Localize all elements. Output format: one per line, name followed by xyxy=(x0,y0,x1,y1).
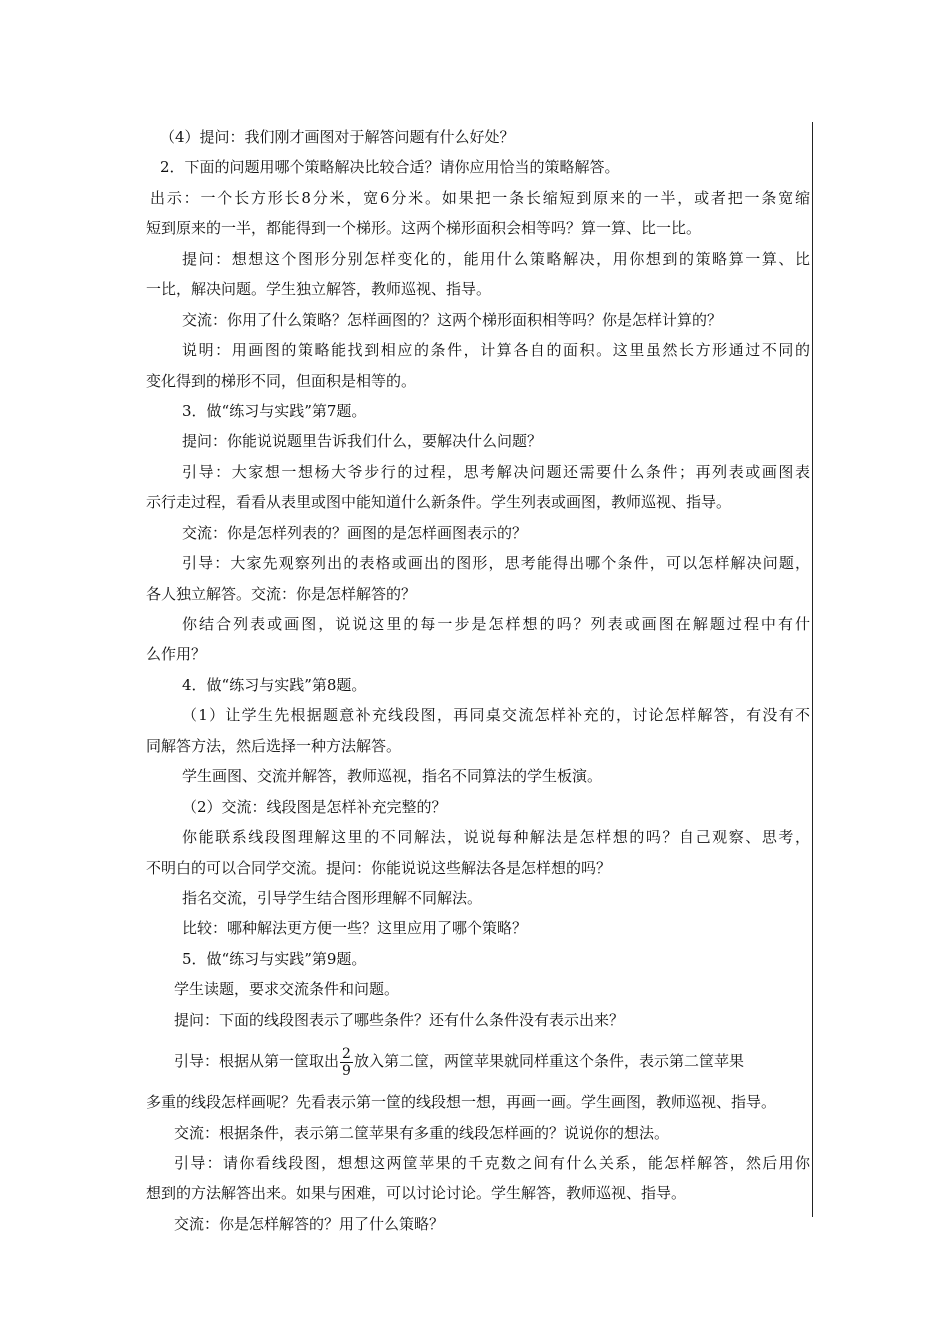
text-line: 比较：哪种解法更方便一些？这里应用了哪个策略？ xyxy=(182,919,528,938)
margin-rule xyxy=(812,122,813,1217)
text-line: 短到原来的一半，都能得到一个梯形。这两个梯形面积会相等吗？算一算、比一比。 xyxy=(146,219,702,238)
text-line: 你结合列表或画图，说说这里的每一步是怎样想的吗？列表或画图在解题过程中有什 xyxy=(182,615,810,633)
text-line: （4）提问：我们刚才画图对于解答问题有什么好处？ xyxy=(160,128,515,146)
fraction-denominator: 9 xyxy=(342,1062,351,1079)
fraction-text-line xyxy=(146,1035,810,1087)
text-line: 多重的线段怎样画呢？先看表示第一筐的线段想一想，再画一画。学生画图，教师巡视、指导。 xyxy=(146,1093,777,1112)
text-line: 各人独立解答。交流：你是怎样解答的？ xyxy=(146,584,417,603)
text-line: 变化得到的梯形不同，但面积是相等的。 xyxy=(146,371,417,390)
text-line: 出示：一个长方形长8分米，宽6分米。如果把一条长缩短到原来的一半，或者把一条宽缩 xyxy=(150,188,810,207)
text-line: 5．做“练习与实践”第9题。 xyxy=(182,949,367,968)
fraction xyxy=(340,1046,353,1079)
lesson-text xyxy=(146,122,810,1239)
text-line: 交流：你用了什么策略？怎样画图的？这两个梯形面积相等吗？你是怎样计算的？ xyxy=(182,310,723,329)
text-line: （1）让学生先根据题意补充线段图，再同桌交流怎样补充的，讨论怎样解答，有没有不 xyxy=(182,706,810,725)
text-line: 2．下面的问题用哪个策略解决比较合适？请你应用恰当的策略解答。 xyxy=(160,158,620,177)
text-line: 说明：用画图的策略能找到相应的条件，计算各自的面积。这里虽然长方形通过不同的 xyxy=(182,341,810,360)
text-line: 学生读题，要求交流条件和问题。 xyxy=(174,980,400,999)
fraction-numerator: 2 xyxy=(342,1045,351,1062)
text-line: 交流：你是怎样列表的？画图的是怎样画图表示的？ xyxy=(182,523,528,542)
text-line: 引导：大家想一想杨大爷步行的过程，思考解决问题还需要什么条件；再列表或画图表 xyxy=(182,462,810,481)
text-line: 不明白的可以合同学交流。提问：你能说说这些解法各是怎样想的吗？ xyxy=(146,858,612,877)
text-line: 提问：你能说说题里告诉我们什么，要解决什么问题？ xyxy=(182,432,543,451)
text-line: 提问：想想这个图形分别怎样变化的，能用什么策略解决，用你想到的策略算一算、比 xyxy=(182,249,810,268)
text-line: 引导：请你看线段图，想想这两筐苹果的千克数之间有什么关系，能怎样解答，然后用你 xyxy=(174,1154,810,1172)
text-line: 想到的方法解答出来。如果与困难，可以讨论讨论。学生解答，教师巡视、指导。 xyxy=(146,1184,687,1203)
text-line: 学生画图、交流并解答，教师巡视，指名不同算法的学生板演。 xyxy=(182,767,603,786)
text-line: 提问：下面的线段图表示了哪些条件？还有什么条件没有表示出来？ xyxy=(174,1010,625,1029)
fraction-line-after: 放入第二筐，两筐苹果就同样重这个条件，表示第二筐苹果 xyxy=(353,1052,744,1071)
text-line: 一比，解决问题。学生独立解答，教师巡视、指导。 xyxy=(146,280,492,299)
text-line: 引导：大家先观察列出的表格或画出的图形，思考能得出哪个条件，可以怎样解决问题， xyxy=(182,554,810,573)
text-line: 同解答方法，然后选择一种方法解答。 xyxy=(146,736,402,755)
text-line: 4．做“练习与实践”第8题。 xyxy=(182,675,367,694)
text-line: 你能联系线段图理解这里的不同解法，说说每种解法是怎样想的吗？自己观察、思考， xyxy=(182,828,810,847)
text-line: 示行走过程，看看从表里或图中能知道什么新条件。学生列表或画图，教师巡视、指导。 xyxy=(146,493,732,512)
text-line: （2）交流：线段图是怎样补充完整的？ xyxy=(182,797,447,816)
text-line: 交流：根据条件，表示第二筐苹果有多重的线段怎样画的？说说你的想法。 xyxy=(174,1123,670,1142)
text-line: 指名交流，引导学生结合图形理解不同解法。 xyxy=(182,888,483,907)
text-line: 交流：你是怎样解答的？用了什么策略？ xyxy=(174,1214,445,1233)
fraction-line-before: 引导：根据从第一筐取出 xyxy=(174,1052,340,1071)
text-line: 3．做“练习与实践”第7题。 xyxy=(182,401,367,420)
text-line: 么作用？ xyxy=(146,645,207,664)
